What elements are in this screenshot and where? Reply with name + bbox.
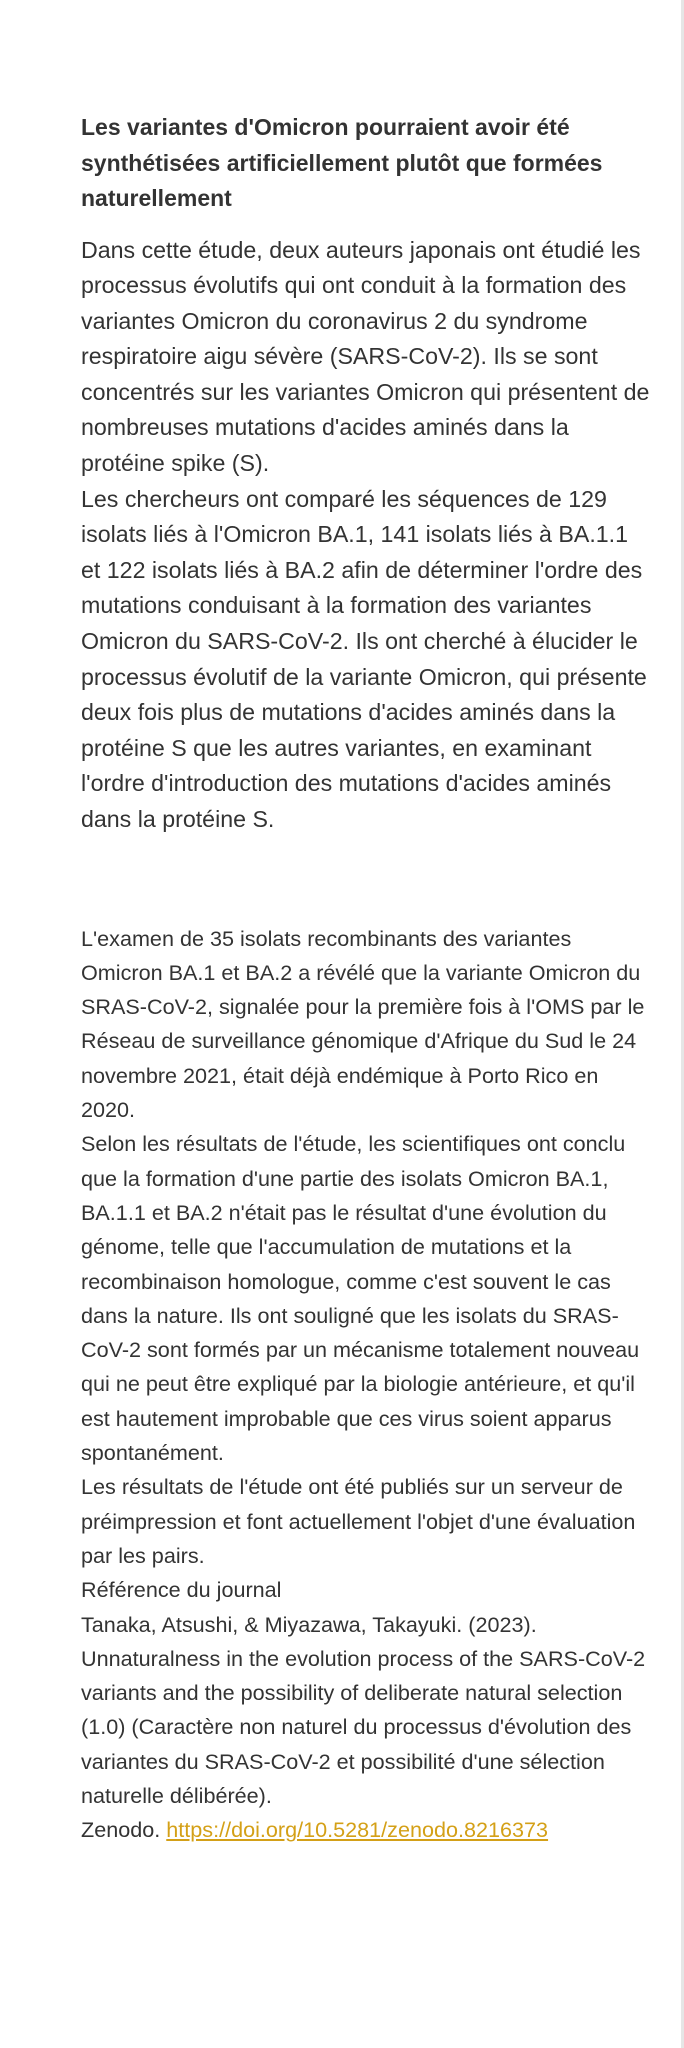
paragraph: Selon les résultats de l'étude, les scientifiques ont conclu que la formation d'une partie des isolats Omicron BA.1, BA.1.1 et BA.2 n'était pas le résultat d'une évolution du génome, telle que l'accumulation de mutations et la recombinaison homologue, comme c'est souvent le cas dans la nature. Ils ont souligné que les isolats du SRAS-CoV-2 sont formés par un mécanisme totalement nouveau qui ne peut être expliqué par la biologie antérieure, et qu'il est hautement improbable que ces virus soient apparus spontanément. (81, 1131, 640, 1466)
citation-line (81, 1813, 651, 1847)
paragraph: L'examen de 35 isolats recombinants des variantes Omicron BA.1 et BA.2 a révélé que la variante Omicron du SRAS-CoV-2, signalée pour la première fois à l'OMS par le Réseau de surveillance génomique d'Afrique du Sud le 24 novembre 2021, était déjà endémique à Porto Rico en 2020. (81, 925, 645, 1123)
note-content (81, 110, 651, 1848)
article-block-1 (81, 233, 651, 838)
paragraph: Dans cette étude, deux auteurs japonais ont étudié les processus évolutifs qui ont conduit à la formation des variantes Omicron du coronavirus 2 du syndrome respiratoire aigu sévère (SARS-CoV-2). Ils se sont concentrés sur les variantes Omicron qui présentent de nombreuses mutations d'acides aminés dans la protéine spike (S). (81, 236, 650, 477)
citation-source: Zenodo. (81, 1817, 161, 1843)
reference-citation: Tanaka, Atsushi, & Miyazawa, Takayuki. (2023). Unnaturalness in the evolution process of the SARS-CoV-2 variants and the possibility of deliberate natural selection (1.0) (Caractère non naturel du processus d'évolution des variantes du SRAS-CoV-2 et possibilité d'une sélection naturelle délibérée). (81, 1611, 646, 1809)
paragraph: Les résultats de l'étude ont été publiés sur un serveur de préimpression et font actuellement l'objet d'une évaluation par les pairs. (81, 1474, 636, 1568)
note-title: Les variantes d'Omicron pourraient avoir été synthétisées artificiellement plutôt que formées naturellement (81, 114, 603, 211)
reference-heading: Référence du journal (81, 1577, 282, 1603)
doi-link[interactable]: https://doi.org/10.5281/zenodo.8216373 (166, 1817, 549, 1843)
paragraph: Les chercheurs ont comparé les séquences de 129 isolats liés à l'Omicron BA.1, 141 isolats liés à BA.1.1 et 122 isolats liés à BA.2 afin de déterminer l'ordre des mutations conduisant à la formation des variantes Omicron du SARS-CoV-2. Ils ont cherché à élucider le processus évolutif de la variante Omicron, qui présente deux fois plus de mutations d'acides aminés dans la protéine S que les autres variantes, en examinant l'ordre d'introduction des mutations d'acides aminés dans la protéine S. (81, 485, 647, 832)
article-block-2 (81, 922, 651, 1848)
